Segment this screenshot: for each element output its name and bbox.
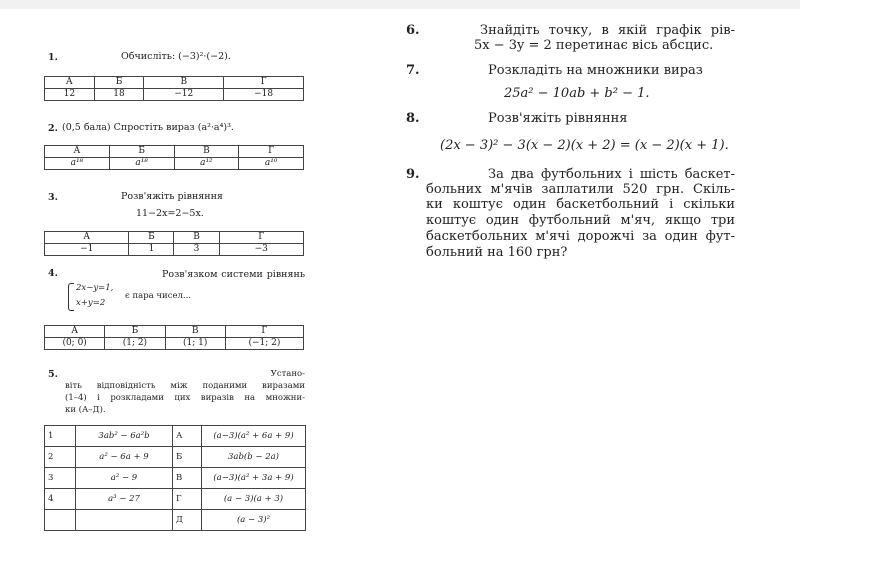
task7-number: 7. — [406, 63, 420, 78]
answer-v: −12 — [144, 89, 224, 101]
task6-number: 6. — [406, 23, 420, 38]
header-v: В — [165, 326, 225, 338]
task4-answer-table — [44, 325, 304, 350]
task9-line5: баскетбольних м'ячі дорожчі за один фут- — [426, 229, 735, 244]
letter: Д — [173, 510, 202, 531]
answer-b: a¹⁸ — [109, 158, 174, 170]
expression: a³ − 27 — [76, 489, 173, 510]
header-g: Г — [224, 77, 304, 89]
factorization: (a − 3)² — [202, 510, 306, 531]
header-b: Б — [129, 232, 174, 244]
task9-line2: больних м'ячів заплатили 520 грн. Скіль- — [426, 182, 735, 197]
answer-v: 3 — [174, 244, 219, 256]
factorization: 3ab(b − 2a) — [202, 447, 306, 468]
answer-a: −1 — [45, 244, 129, 256]
header-v: В — [174, 232, 219, 244]
task8-number: 8. — [406, 111, 420, 126]
header-g: Г — [225, 326, 303, 338]
task8-line1: Розв'яжіть рівняння — [488, 111, 628, 126]
task1-text: Обчисліть: (−3)²·(−2). — [121, 51, 231, 62]
task1-number: 1. — [48, 52, 58, 63]
letter: Г — [173, 489, 202, 510]
answer-b: 18 — [94, 89, 144, 101]
task7-expression: 25a² − 10ab + b² − 1. — [504, 86, 650, 101]
task3-equation: 11−2x=2−5x. — [136, 208, 204, 219]
answer-g: −18 — [224, 89, 304, 101]
factorization: (a−3)(a² + 6a + 9) — [202, 426, 306, 447]
factorization: (a − 3)(a + 3) — [202, 489, 306, 510]
row-number: 1 — [45, 426, 76, 447]
task5-number: 5. — [48, 369, 58, 380]
answer-g: (−1; 2) — [225, 338, 303, 350]
row-number: 4 — [45, 489, 76, 510]
letter: А — [173, 426, 202, 447]
header-g: Г — [239, 146, 304, 158]
match-row — [45, 489, 306, 510]
task5-match-table — [44, 425, 306, 531]
header-g: Г — [219, 232, 303, 244]
header-b: Б — [109, 146, 174, 158]
row-number: 2 — [45, 447, 76, 468]
answer-b: (1; 2) — [105, 338, 165, 350]
factorization: (a−3)(a² + 3a + 9) — [202, 468, 306, 489]
letter: Б — [173, 447, 202, 468]
expression — [76, 510, 173, 531]
task2-number: 2. — [48, 123, 58, 134]
task6-line2: 5x − 3y = 2 перетинає вісь абсцис. — [474, 38, 714, 53]
header-a: А — [45, 326, 105, 338]
expression: a² − 6a + 9 — [76, 447, 173, 468]
task2-answer-table — [44, 145, 304, 170]
expression: 3ab² − 6a²b — [76, 426, 173, 447]
header-b: Б — [105, 326, 165, 338]
task4-number: 4. — [48, 268, 58, 279]
task3-answer-table — [44, 231, 304, 256]
task5-line3: (1–4) і розкладами цих виразів на множни- — [65, 393, 305, 403]
header-a: А — [45, 77, 95, 89]
expression: a² − 9 — [76, 468, 173, 489]
task3-number: 3. — [48, 192, 58, 203]
match-row — [45, 447, 306, 468]
task9-number: 9. — [406, 167, 420, 182]
answer-a: (0; 0) — [45, 338, 105, 350]
task9-line1: За два футбольних і шість баскет- — [488, 167, 735, 182]
header-v: В — [144, 77, 224, 89]
match-row — [45, 510, 306, 531]
letter: В — [173, 468, 202, 489]
header-a: А — [45, 146, 110, 158]
task5-line1: Устано- — [270, 369, 305, 379]
task5-line4: ки (А–Д). — [65, 405, 106, 415]
task8-expression: (2x − 3)² − 3(x − 2)(x + 2) = (x − 2)(x + 1). — [440, 138, 729, 153]
top-bar — [0, 0, 800, 9]
header-a: А — [45, 232, 129, 244]
match-row — [45, 468, 306, 489]
task4-eq2: x+y=2 — [76, 298, 106, 308]
answer-v: (1; 1) — [165, 338, 225, 350]
answer-a: 12 — [45, 89, 95, 101]
answer-b: 1 — [129, 244, 174, 256]
answer-v: a¹² — [174, 158, 239, 170]
task2-text: (0,5 бала) Спростіть вираз (a²·a⁴)³. — [62, 122, 234, 133]
task7-line1: Розкладіть на множники вираз — [488, 63, 703, 78]
task4-eq1: 2x−y=1, — [76, 283, 114, 293]
task4-text: Розв'язком системи рівнянь — [162, 269, 305, 280]
task6-line1: Знайдіть точку, в якій графік рів- — [480, 23, 735, 38]
header-v: В — [174, 146, 239, 158]
task5-line2: віть відповідність між поданими виразами — [65, 381, 305, 391]
task3-text: Розв'яжіть рівняння — [121, 191, 223, 202]
answer-a: a¹⁸ — [45, 158, 110, 170]
system-brace — [68, 283, 74, 311]
task9-line6: больний на 160 грн? — [426, 245, 568, 260]
header-b: Б — [94, 77, 144, 89]
task9-line4: коштує один футбольний м'яч, якщо три — [426, 213, 735, 228]
answer-g: −3 — [219, 244, 303, 256]
task4-tail: є пара чисел... — [125, 291, 191, 301]
task9-line3: ки коштує один баскетбольний і скільки — [426, 197, 735, 212]
row-number — [45, 510, 76, 531]
task1-answer-table — [44, 76, 304, 101]
answer-g: a¹⁰ — [239, 158, 304, 170]
match-row — [45, 426, 306, 447]
row-number: 3 — [45, 468, 76, 489]
